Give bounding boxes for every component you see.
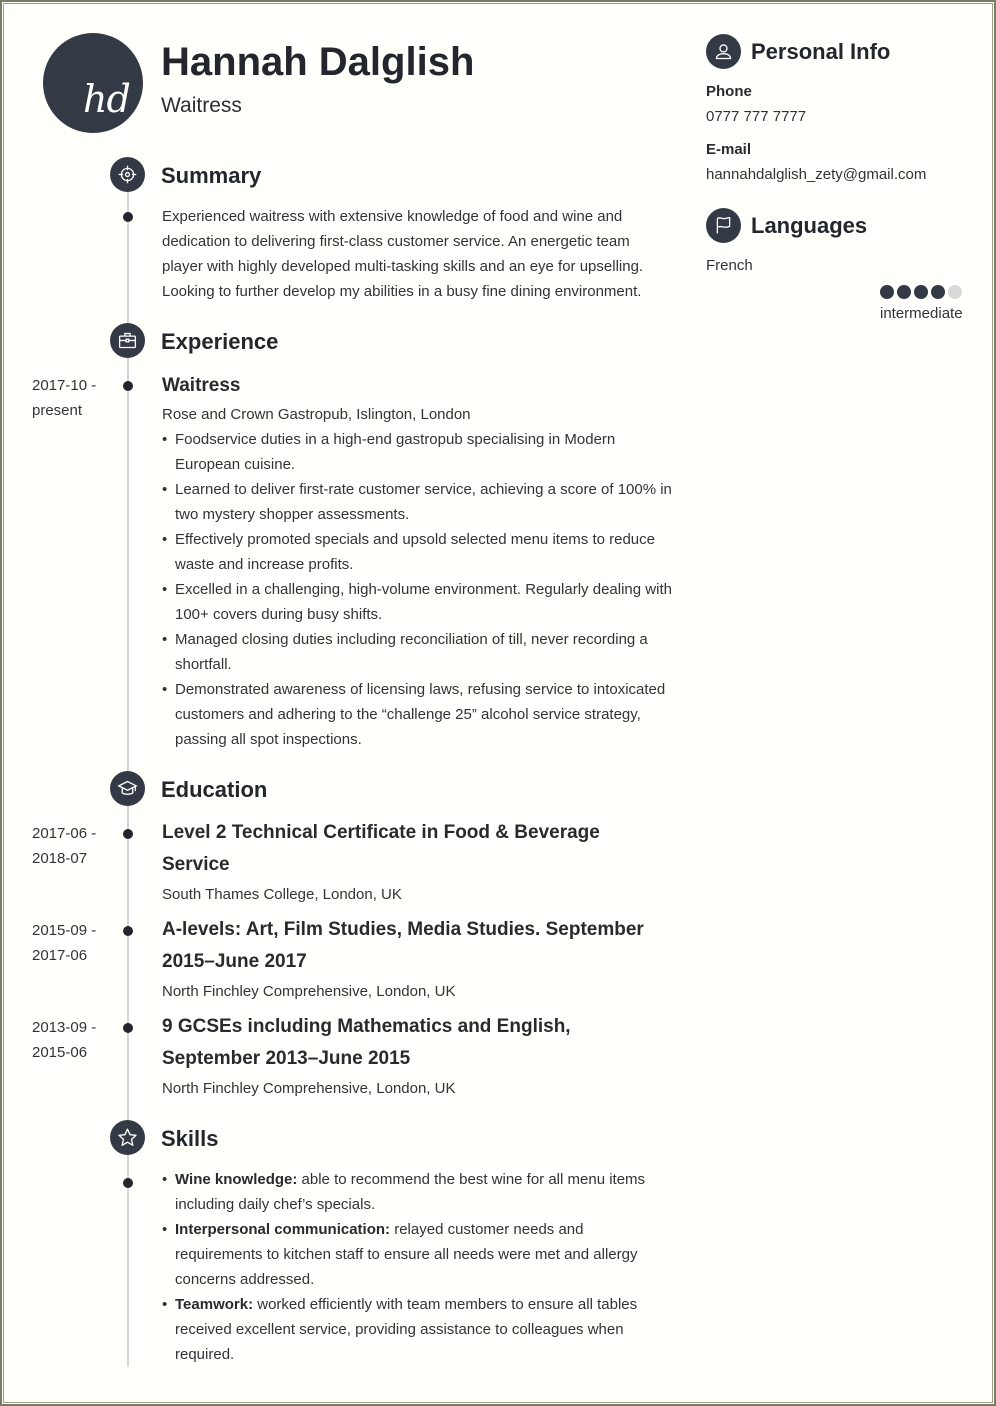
job-role: Waitress — [162, 375, 241, 396]
list-item — [162, 1167, 667, 1217]
candidate-job-title: Waitress — [161, 94, 242, 117]
list-item — [162, 1217, 667, 1292]
education-school: South Thames College, London, UK — [162, 886, 402, 903]
avatar-initials: hd — [83, 77, 130, 121]
timeline-dot — [123, 1178, 133, 1188]
date-end: present — [32, 402, 83, 419]
timeline-dot — [123, 829, 133, 839]
skill-text: able to recommend the best wine for all menu items including daily chef’s specials. — [175, 1171, 646, 1213]
list-item: • Excelled in a challenging, high-volume environment. Regularly dealing with 100+ covers during busy shifts. — [162, 577, 672, 627]
email-value[interactable]: hannahdalglish_zety@gmail.com — [706, 166, 927, 183]
email-label: E-mail — [706, 141, 752, 158]
skill-label: Interpersonal communication: — [175, 1221, 391, 1238]
star-icon — [110, 1120, 145, 1155]
language-name: French — [706, 257, 753, 274]
section-title-summary: Summary — [161, 163, 262, 188]
education-date — [32, 1015, 112, 1065]
education-degree: 9 GCSEs including Mathematics and English, September 2013–June 2015 — [162, 1016, 571, 1069]
phone-label: Phone — [706, 83, 752, 100]
section-title-skills: Skills — [161, 1126, 219, 1151]
skill-label: Wine knowledge: — [175, 1171, 298, 1188]
flag-icon — [706, 208, 741, 243]
skill-label: Teamwork: — [175, 1296, 254, 1313]
list-item: • Managed closing duties including reconciliation of till, never recording a shortfall. — [162, 627, 672, 677]
list-item: • Demonstrated awareness of licensing laws, refusing service to intoxicated customers and adhering to the “challenge 25” alcohol service strategy, passing all spot inspections. — [162, 677, 672, 752]
summary-text: Experienced waitress with extensive knowledge of food and wine and dedication to delivering first-class customer service. An energetic team player with highly developed multi-tasking skills and an eye for upselling. Looking to further develop my abilities in a busy fine dining environment. — [162, 208, 644, 300]
list-item — [162, 1292, 667, 1367]
avatar — [43, 33, 143, 133]
education-date — [32, 918, 112, 968]
education-school: North Finchley Comprehensive, London, UK — [162, 1080, 456, 1097]
language-level-dots — [880, 285, 962, 299]
skill-text: relayed customer needs and requirements to kitchen staff to ensure all needs were met and allergy concerns addressed. — [175, 1221, 638, 1288]
skill-text: worked efficiently with team members to ensure all tables received excellent service, providing assistance to colleagues when required. — [175, 1296, 638, 1363]
date-end: 2018-07 — [32, 850, 88, 867]
level-dot-empty — [948, 285, 962, 299]
list-item: • Learned to deliver first-rate customer service, achieving a score of 100% in two mystery shopper assessments. — [162, 477, 672, 527]
date-start: 2015-09 - — [32, 922, 97, 939]
education-degree: A-levels: Art, Film Studies, Media Studies. September 2015–June 2017 — [162, 919, 644, 972]
timeline-dot — [123, 926, 133, 936]
section-title-experience: Experience — [161, 329, 279, 354]
person-icon — [706, 34, 741, 69]
skills-list — [162, 1167, 667, 1367]
date-end: 2017-06 — [32, 947, 88, 964]
education-degree: Level 2 Technical Certificate in Food & Beverage Service — [162, 822, 600, 875]
level-dot-filled — [931, 285, 945, 299]
job-company: Rose and Crown Gastropub, Islington, London — [162, 406, 471, 423]
timeline-dot — [123, 1023, 133, 1033]
experience-date — [32, 373, 112, 423]
briefcase-icon — [110, 323, 145, 358]
level-dot-filled — [880, 285, 894, 299]
timeline-dot — [123, 212, 133, 222]
graduation-cap-icon — [110, 771, 145, 806]
section-title-education: Education — [161, 777, 268, 802]
date-end: 2015-06 — [32, 1044, 88, 1061]
section-title-personal-info: Personal Info — [751, 39, 891, 64]
date-start: 2017-10 - — [32, 377, 97, 394]
job-bullets — [162, 427, 672, 752]
candidate-name: Hannah Dalglish — [161, 40, 475, 84]
level-dot-filled — [914, 285, 928, 299]
section-title-languages: Languages — [751, 213, 868, 238]
language-level: intermediate — [880, 305, 963, 322]
timeline-dot — [123, 381, 133, 391]
target-icon — [110, 157, 145, 192]
list-item: • Foodservice duties in a high-end gastropub specialising in Modern European cuisine. — [162, 427, 672, 477]
level-dot-filled — [897, 285, 911, 299]
date-start: 2013-09 - — [32, 1019, 97, 1036]
list-item: • Effectively promoted specials and upsold selected menu items to reduce waste and increase profits. — [162, 527, 672, 577]
date-start: 2017-06 - — [32, 825, 97, 842]
phone-value[interactable]: 0777 777 7777 — [706, 108, 807, 125]
education-school: North Finchley Comprehensive, London, UK — [162, 983, 456, 1000]
education-date — [32, 821, 112, 871]
